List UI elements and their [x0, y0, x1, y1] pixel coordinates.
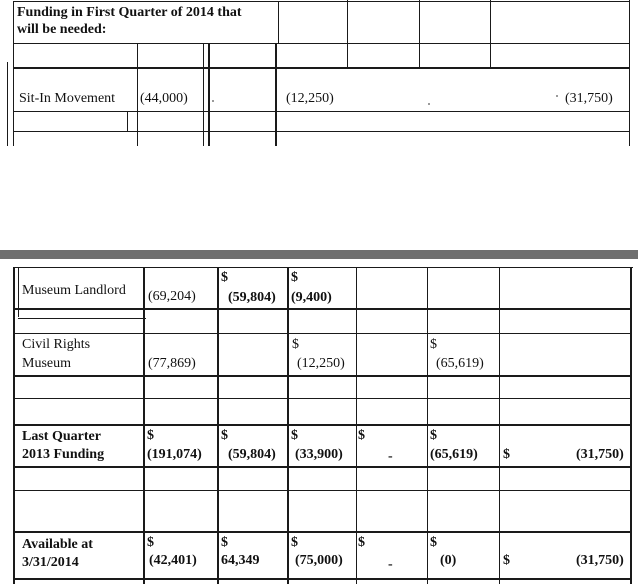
avail-total: (42,401): [149, 553, 197, 568]
avail-c5: (0): [440, 553, 457, 568]
crm-label-1: Civil Rights: [22, 337, 91, 352]
crm-c5-sym: $: [430, 337, 437, 352]
lq-c4: -: [388, 449, 393, 464]
crm-c5: (65,619): [436, 356, 484, 371]
header-line-1: Funding in First Quarter of 2014 that: [17, 5, 242, 20]
avail-c4: -: [388, 557, 393, 572]
crm-c3-sym: $: [292, 337, 299, 352]
lq-c2-sym: $: [221, 428, 228, 443]
avail-c6: (31,750): [576, 553, 624, 568]
lq-c4-sym: $: [358, 428, 365, 443]
landlord-c2: (59,804): [228, 290, 276, 305]
header-line-2: will be needed:: [17, 22, 107, 37]
lq-total: (191,074): [147, 447, 202, 462]
crm-label-2: Museum: [22, 356, 71, 371]
avail-c2: 64,349: [221, 553, 260, 568]
lq-c2: (59,804): [228, 447, 276, 462]
landlord-c3-sym: $: [291, 270, 298, 285]
landlord-c3: (9,400): [291, 290, 332, 305]
avail-c3-sym: $: [291, 535, 298, 550]
crm-total: (77,869): [148, 356, 196, 371]
lq-c1-sym: $: [147, 428, 154, 443]
lq-c5-sym: $: [430, 428, 437, 443]
landlord-c2-sym: $: [221, 270, 228, 285]
lq-c5: (65,619): [430, 447, 478, 462]
lq-label-2: 2013 Funding: [22, 447, 105, 462]
lq-c3-sym: $: [291, 428, 298, 443]
page-break-divider: [0, 250, 638, 259]
landlord-total: (69,204): [148, 289, 196, 304]
lq-label-1: Last Quarter: [22, 429, 101, 444]
sit-in-total: (44,000): [140, 91, 188, 106]
sit-in-label: Sit-In Movement: [19, 91, 116, 106]
crm-c3: (12,250): [297, 356, 345, 371]
avail-c2-sym: $: [221, 535, 228, 550]
avail-label-2: 3/31/2014: [22, 555, 79, 570]
lq-c3: (33,900): [295, 447, 343, 462]
lq-c6-sym: $: [503, 447, 510, 462]
avail-c4-sym: $: [358, 535, 365, 550]
avail-label-1: Available at: [22, 537, 93, 552]
avail-c6-sym: $: [503, 553, 510, 568]
lq-c6: (31,750): [576, 447, 624, 462]
avail-c5-sym: $: [430, 535, 437, 550]
avail-c1-sym: $: [147, 535, 154, 550]
avail-c3: (75,000): [295, 553, 343, 568]
sit-in-col3: (12,250): [286, 91, 334, 106]
landlord-label: Museum Landlord: [22, 283, 126, 298]
sit-in-col6: (31,750): [565, 91, 613, 106]
